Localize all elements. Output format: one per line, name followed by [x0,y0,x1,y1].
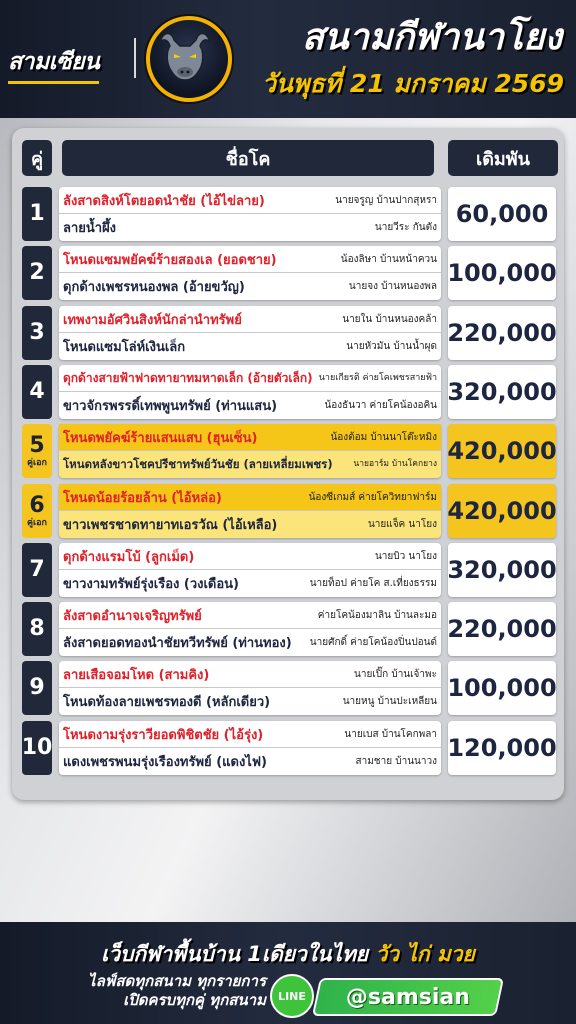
pair-number [22,187,52,241]
stake-amount: 220,000 [448,306,556,360]
contenders-box [59,306,441,360]
contender-a-owner: นายบิว นาโยง [374,550,437,562]
pair-number-value: 9 [29,675,45,700]
column-header-pair: คู่ [22,140,52,176]
contender-a [59,187,441,214]
bull-logo-icon [146,16,232,102]
column-header-stake: เดิมพัน [448,140,558,176]
contender-b-owner: นายหัวมัน บ้านน้ำผุด [346,341,437,352]
contender-a-name: โหนดพยัคฆ์ร้ายแสนแสบ (ฮุนเซ็น) [63,430,258,446]
stake-amount: 420,000 [448,484,556,538]
line-id-button[interactable] [312,978,504,1016]
contender-a-owner: น้องลิษา บ้านหน้าควน [340,253,437,265]
pair-number [22,661,52,715]
contender-a-owner: นายใน บ้านหนองคล้า [342,313,437,325]
stake-amount: 320,000 [448,543,556,597]
contender-a-name: ดุกด้างสายฟ้าฟาดทายาทมหาดเล็ก (อ้ายตัวเล็ก) [63,370,313,385]
stake-amount: 100,000 [448,661,556,715]
live-line-1: ไลฟ์สดทุกสนาม ทุกรายการ [88,972,266,990]
pair-number-value: 8 [29,616,45,641]
contender-a [59,602,441,629]
pair-number [22,246,52,300]
contender-a-owner: น้องซีเกมส์ ค่ายโควิทยาฟาร์ม [308,491,437,503]
contender-b [59,273,441,300]
pair-number-value: 5 [29,433,45,458]
stake-amount: 120,000 [448,721,556,775]
stake-amount: 100,000 [448,246,556,300]
contender-a-name: โหนดแซมพยัคฆ์ร้ายสองเล (ยอดชาย) [63,252,277,268]
stake-amount: 220,000 [448,602,556,656]
live-info [66,972,266,1010]
contender-a-name: ลังสาดอำนาจเจริญทรัพย์ [63,608,202,624]
pair-number [22,306,52,360]
contenders-box [59,365,441,419]
contender-a-name: โหนดงามรุ่งราวียอดพิชิตชัย (ไอ้รุ่ง) [63,727,264,743]
contender-a [59,543,441,570]
pair-number-value: 1 [29,201,45,226]
contender-b-owner: นายวีระ กันตัง [374,222,437,233]
contender-b-name: ลังสาดยอดทองนำชัยทวีทรัพย์ (ท่านทอง) [63,636,292,651]
live-line-2: เปิดครบทุกคู่ ทุกสนาม [123,991,266,1009]
contenders-box [59,721,441,775]
contender-b-name: ขาวจักรพรรดิ์เทพพูนทรัพย์ (ท่านแสน) [63,399,278,414]
page-title: สนามกีฬานาโยง [302,17,562,58]
tagline-main: เว็บกีฬาพื้นบ้าน 1เดียวในไทย [101,942,369,966]
pair-number [22,424,52,478]
contender-a-name: ดุกด้างแรมโบ้ (ลูกเม็ด) [63,549,195,565]
contender-b-name: โหนดแซมโล่ห์เงินเล็ก [63,340,186,355]
contender-a-name: ลายเสือจอมโหด (สามคิง) [63,667,210,683]
contender-a [59,246,441,273]
pair-number [22,602,52,656]
main-event-label: คู่เอก [27,518,47,528]
contender-a-name: โหนดน้อยร้อยล้าน (ไอ้หล่อ) [63,490,222,506]
pair-number [22,721,52,775]
contender-b-owner: นายอาร์ม บ้านโคกยาง [353,459,437,469]
contender-b [59,451,441,478]
contender-a-owner: นายเบส บ้านโคกพลา [344,728,437,740]
event-date: วันพุธที่ 21 มกราคม 2569 [261,69,564,98]
contender-b [59,748,441,775]
contender-a [59,365,441,392]
pair-number [22,484,52,538]
contenders-box [59,543,441,597]
contender-b-name: โหนดท้องลายเพชรทองดี (หลักเดียว) [63,695,271,710]
contender-b [59,333,441,360]
contenders-box [59,484,441,538]
column-header-names: ชื่อโค [62,140,434,176]
line-app-icon[interactable]: LINE [270,974,314,1018]
contender-a-owner: ค่ายโคน้องมาลิน บ้านละมอ [317,609,437,621]
contender-b-name: โหนดหลังขาวโชคปรีชาทรัพย์วันชัย (ลายเหลี่ยมเพชร) [63,456,333,471]
contender-b-name: ลายน้ำผึ้ง [63,221,117,236]
contender-b [59,570,441,597]
contender-b-owner: สามชาย บ้านนาวง [355,756,437,767]
contender-b [59,392,441,419]
contender-a [59,721,441,748]
pair-number-value: 3 [29,320,45,345]
pair-number-value: 10 [21,735,53,760]
contender-b-owner: นายหนู บ้านปะเหลียน [342,696,437,707]
stake-amount: 420,000 [448,424,556,478]
contenders-box [59,602,441,656]
contenders-box [59,246,441,300]
contender-b-owner: นายจง บ้านหนองพล [348,281,437,292]
contender-a-owner: น้องต้อม บ้านนาโต๊ะหมิง [330,431,437,443]
contender-b-name: ขาวเพชรชาดทายาทเอรวัณ (ไอ้เหลือ) [63,518,278,533]
tagline-highlight: วัว ไก่ มวย [375,942,475,966]
contender-b-owner: นายศักดิ์ ค่ายโคน้องปิ่นปอนด์ [309,637,437,648]
stake-amount: 320,000 [448,365,556,419]
contender-a [59,306,441,333]
contender-a-owner: นายจรูญ บ้านปากสุหรา [335,194,437,206]
contender-a-name: ลังสาดสิงห์โตยอดนำชัย (ไอ้ไข่ลาย) [63,193,265,209]
contender-a [59,424,441,451]
contender-b [59,511,441,538]
pair-number [22,543,52,597]
stake-amount: 60,000 [448,187,556,241]
contender-b [59,214,441,241]
pair-number-value: 7 [29,557,45,582]
contenders-box [59,187,441,241]
contenders-box [59,424,441,478]
contender-a [59,484,441,511]
contender-a-owner: นายเปิ๊ก บ้านเจ้าพะ [354,668,437,680]
contender-b-owner: น้องธันวา ค่ายโคน้องอคิน [324,400,437,411]
brand-divider [134,38,136,78]
contender-b [59,688,441,715]
pair-number-value: 2 [29,260,45,285]
contender-b [59,629,441,656]
contender-b-name: ดุกด้างเพชรหนองพล (อ้ายขวัญ) [63,280,245,295]
contender-a-name: เทพงามอัศวินสิงห์นักล่านำทรัพย์ [63,312,242,328]
contender-b-name: ขาวงามทรัพย์รุ่งเรือง (วงเดือน) [63,577,239,592]
contender-a [59,661,441,688]
contender-b-owner: นายแจ็ค นาโยง [367,519,437,530]
contenders-box [59,661,441,715]
pair-number-value: 6 [29,493,45,518]
contender-b-owner: นายท็อป ค่ายโค ส.เที่ยงธรรม [309,578,437,589]
main-event-label: คู่เอก [27,458,47,468]
footer-tagline [0,938,576,971]
contender-a-owner: นายเกียรติ ค่ายโคเพชรสายฟ้า [318,372,437,383]
brand-logo-text: สามเซียน [8,44,99,84]
pair-number [22,365,52,419]
contender-b-name: แดงเพชรพนมรุ่งเรืองทรัพย์ (แดงไฟ) [63,755,267,770]
line-id-label: @samsian [345,984,470,1010]
pair-number-value: 4 [29,379,45,404]
